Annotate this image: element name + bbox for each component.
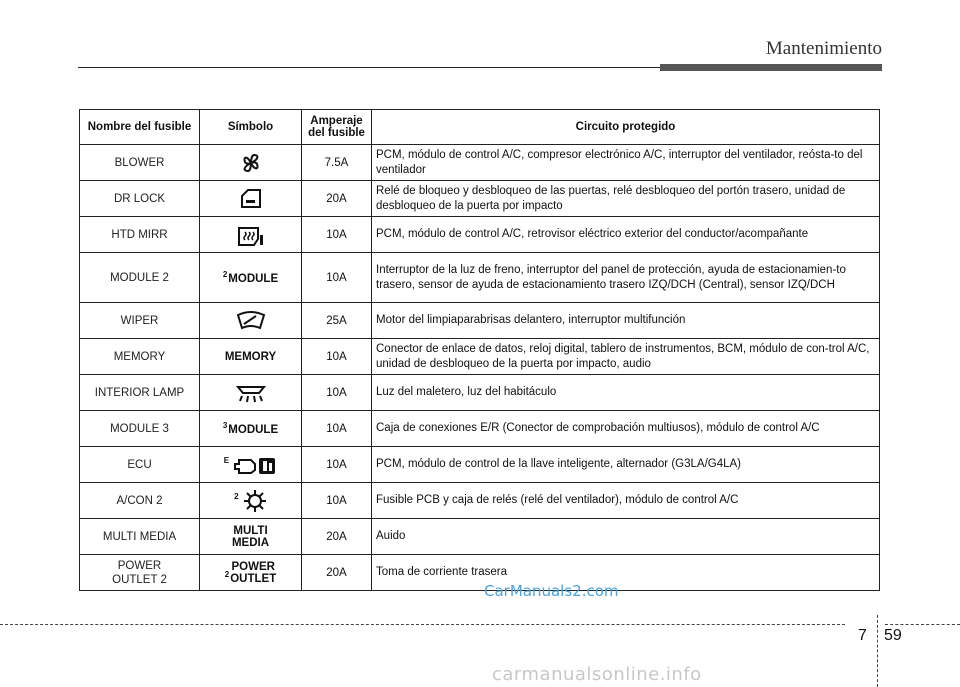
fuse-symbol: [200, 217, 302, 253]
page-number: 59: [884, 627, 902, 644]
fuse-amperage: 20A: [302, 181, 372, 217]
symbol-label-line1: POWER: [231, 560, 275, 573]
fuse-circuit: PCM, módulo de control A/C, retrovisor eléctrico exterior del conductor/acompañante: [372, 217, 880, 253]
symbol-superscript: 2: [234, 491, 239, 501]
fuse-circuit: Luz del maletero, luz del habitáculo: [372, 375, 880, 411]
chapter-number: 7: [858, 627, 867, 644]
fuse-amperage: 25A: [302, 303, 372, 339]
fuse-name: DR LOCK: [80, 181, 200, 217]
header-circuit: Circuito protegido: [372, 110, 880, 145]
fuse-circuit: Auido: [372, 519, 880, 555]
symbol-label: [230, 561, 276, 585]
header-symbol: Símbolo: [200, 110, 302, 145]
wiper-icon: [236, 310, 266, 332]
table-row: [80, 217, 880, 253]
fuse-amperage: 10A: [302, 253, 372, 303]
table-row: [80, 339, 880, 375]
symbol-label: MODULE: [228, 423, 279, 436]
fuse-table: [79, 109, 880, 591]
fuse-symbol: [200, 145, 302, 181]
table-header-row: [80, 110, 880, 145]
fuse-amperage: 20A: [302, 555, 372, 591]
section-title: Mantenimiento: [765, 38, 882, 59]
fuse-circuit: Motor del limpiaparabrisas delantero, interruptor multifunción: [372, 303, 880, 339]
symbol-label: MEMORY: [224, 350, 277, 363]
fuse-circuit: Caja de conexiones E/R (Conector de comprobación multiusos), módulo de control A/C: [372, 411, 880, 447]
fuse-circuit: Toma de corriente trasera: [372, 555, 880, 591]
fuse-name: MODULE 3: [80, 411, 200, 447]
ac-snowflake-icon: [243, 489, 267, 513]
fuse-name: INTERIOR LAMP: [80, 375, 200, 411]
watermark-link[interactable]: CarManuals2.com: [484, 582, 619, 600]
fuse-amperage: 7.5A: [302, 145, 372, 181]
fuse-name: MULTI MEDIA: [80, 519, 200, 555]
fuse-amperage: 10A: [302, 375, 372, 411]
symbol-superscript: 2: [222, 270, 228, 280]
symbol-label-line1: MULTI: [233, 524, 268, 537]
fuse-symbol: [200, 555, 302, 591]
symbol-label-line2: OUTLET: [230, 572, 277, 585]
engine-ecu-icon: [233, 454, 277, 476]
symbol-superscript: 2: [224, 569, 230, 579]
fuse-symbol: [200, 181, 302, 217]
fuse-name-line2: OUTLET 2: [112, 573, 167, 586]
fuse-name-line1: POWER: [117, 559, 162, 572]
fuse-symbol: [200, 447, 302, 483]
header-amperage: Amperaje del fusible: [302, 110, 372, 145]
fuse-symbol: [200, 519, 302, 555]
heated-mirror-icon: [236, 223, 266, 247]
symbol-label: [232, 525, 269, 549]
footer-divider: [877, 615, 878, 687]
fuse-name: A/CON 2: [80, 483, 200, 519]
table-row: [80, 253, 880, 303]
symbol-label-line2: MEDIA: [231, 536, 270, 549]
fuse-circuit: Relé de bloqueo y desbloqueo de las puertas, relé desbloqueo del portón trasero, unidad de desbloqueo de la puerta por impacto: [372, 181, 880, 217]
table-row: [80, 519, 880, 555]
fuse-circuit: PCM, módulo de control A/C, compresor electrónico A/C, interruptor del ventilador, reósta-to del ventilador: [372, 145, 880, 181]
fuse-amperage: 10A: [302, 483, 372, 519]
header-bar: [660, 64, 882, 71]
fuse-symbol: [200, 411, 302, 447]
table-row: [80, 181, 880, 217]
fuse-symbol: [200, 339, 302, 375]
fuse-circuit: Conector de enlace de datos, reloj digital, tablero de instrumentos, BCM, módulo de con-trol A/C, unidad de desbloqueo de la puerta por impacto, audio: [372, 339, 880, 375]
symbol-superscript: 3: [222, 421, 228, 431]
fuse-amperage: 10A: [302, 217, 372, 253]
footer-rule-right: [885, 624, 960, 625]
header-fuse-name: Nombre del fusible: [80, 110, 200, 145]
fuse-circuit: Interruptor de la luz de freno, interruptor del panel de protección, ayuda de estacionamien-to trasero, sensor de ayuda de estacionamiento trasero IZQ/DCH (Central), sensor IZQ/DCH: [372, 253, 880, 303]
door-lock-icon: [238, 187, 264, 211]
fuse-amperage: 10A: [302, 447, 372, 483]
fuse-circuit: PCM, módulo de control de la llave inteligente, alternador (G3LA/G4LA): [372, 447, 880, 483]
symbol-superscript: E: [223, 455, 230, 465]
fuse-symbol: [200, 303, 302, 339]
fuse-name: [80, 555, 200, 591]
fuse-amperage: 20A: [302, 519, 372, 555]
table-row: [80, 411, 880, 447]
fuse-name: BLOWER: [80, 145, 200, 181]
interior-lamp-icon: [234, 382, 268, 404]
table-row: [80, 555, 880, 591]
fuse-symbol: [200, 375, 302, 411]
fuse-name: MEMORY: [80, 339, 200, 375]
header-rule: [78, 67, 660, 68]
fuse-amperage: 10A: [302, 411, 372, 447]
fuse-name: ECU: [80, 447, 200, 483]
fuse-name: MODULE 2: [80, 253, 200, 303]
table-row: [80, 483, 880, 519]
symbol-label: MODULE: [228, 272, 279, 285]
fuse-amperage: 10A: [302, 339, 372, 375]
table-row: [80, 303, 880, 339]
fuse-circuit: Fusible PCB y caja de relés (relé del ventilador), módulo de control A/C: [372, 483, 880, 519]
table-row: [80, 447, 880, 483]
fuse-name: HTD MIRR: [80, 217, 200, 253]
table-row: [80, 375, 880, 411]
fuse-symbol: [200, 253, 302, 303]
table-row: [80, 145, 880, 181]
fuse-name: WIPER: [80, 303, 200, 339]
fuse-symbol: [200, 483, 302, 519]
footer-rule-left: [0, 624, 845, 625]
fan-icon: [238, 151, 264, 175]
bottom-watermark: carmanualsonline.info: [492, 664, 702, 685]
